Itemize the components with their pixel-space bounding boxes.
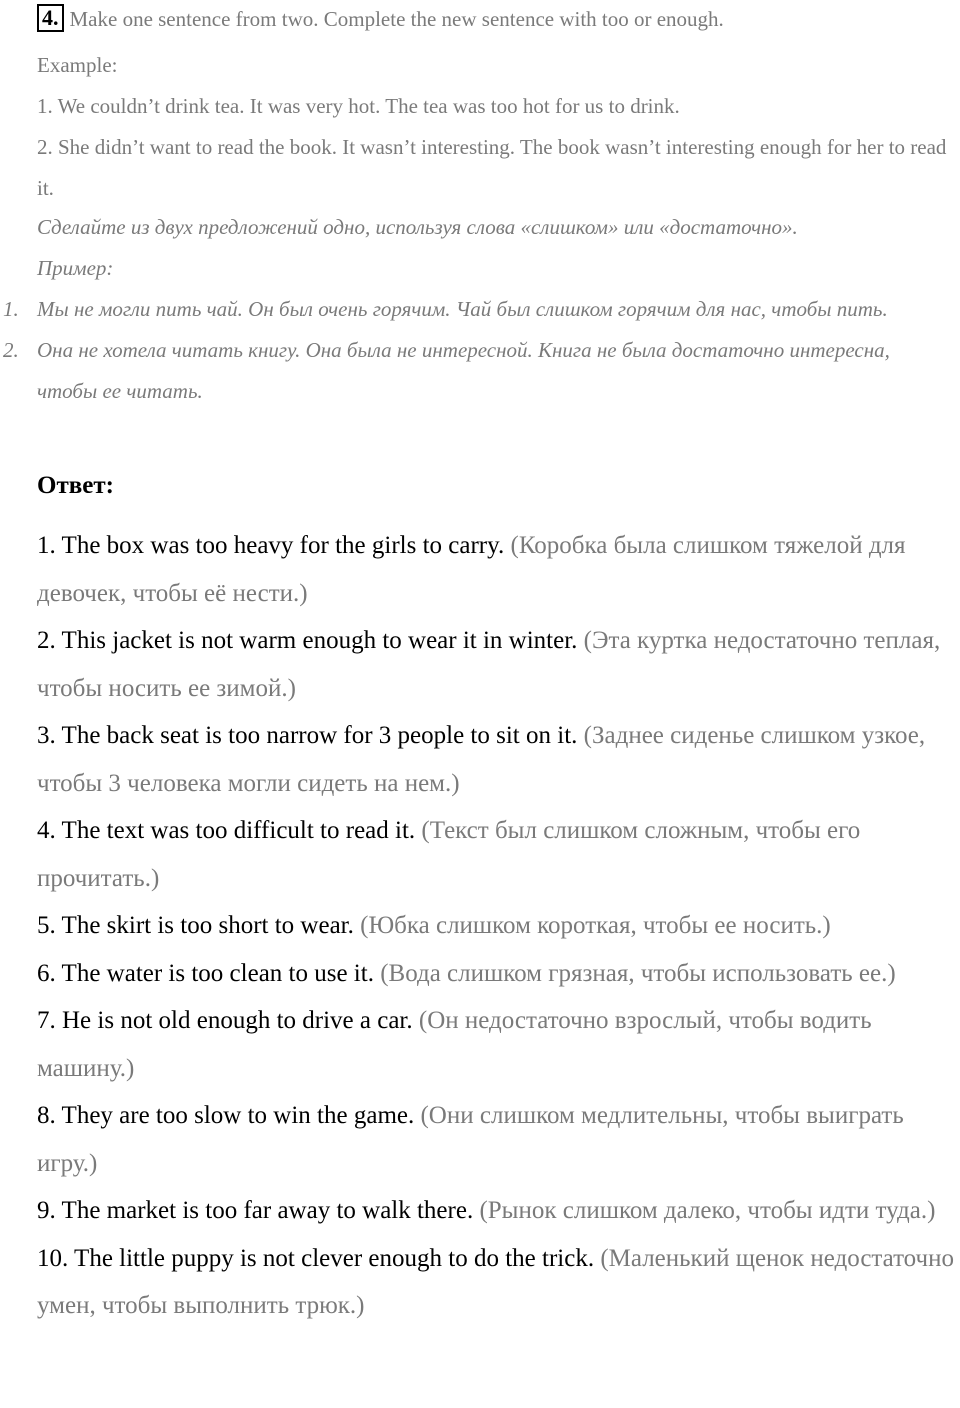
answer-item	[37, 1092, 960, 1187]
answer-english: 9. The market is too far away to walk there.	[37, 1197, 474, 1224]
answer-item	[37, 1187, 960, 1235]
task-examples	[37, 45, 957, 209]
answer-translation: (Он недостаточно взрослый, чтобы водить машину.)	[37, 1007, 872, 1082]
task-instruction: Make one sentence from two. Complete the new sentence with too or enough.	[69, 7, 724, 31]
answer-translation: (Коробка была слишком тяжелой для девочек, чтобы её нести.)	[37, 532, 906, 607]
answer-translation: (Заднее сиденье слишком узкое, чтобы 3 человека могли сидеть на нем.)	[37, 722, 926, 797]
ru-example-item	[3, 289, 952, 330]
answer-item	[37, 950, 960, 998]
answer-english: 8. They are too slow to win the game.	[37, 1102, 415, 1129]
ru-example-number: 2.	[3, 338, 19, 362]
ru-example-label: Пример:	[37, 256, 114, 280]
ru-instruction: Сделайте из двух предложений одно, используя слова «слишком» или «достаточно».	[37, 215, 798, 239]
answer-item	[37, 807, 960, 902]
answer-translation: (Вода слишком грязная, чтобы использовать ее.)	[380, 959, 896, 987]
ru-example-number: 1.	[3, 297, 19, 321]
example-item: 1. We couldn’t drink tea. It was very hot. The tea was too hot for us to drink.	[37, 94, 680, 118]
answer-english: 4. The text was too difficult to read it.	[37, 817, 416, 844]
answer-english: 6. The water is too clean to use it.	[37, 959, 374, 987]
ru-example-text: Мы не могли пить чай. Он был очень горячим. Чай был слишком горячим для нас, чтобы пить.	[37, 297, 888, 321]
answer-item	[37, 997, 960, 1092]
answer-english: 3. The back seat is too narrow for 3 people to sit on it.	[37, 722, 578, 749]
answer-item	[37, 522, 960, 617]
task-header	[37, 4, 724, 34]
answer-translation: (Юбка слишком короткая, чтобы ее носить.)	[360, 912, 831, 939]
answer-translation: (Текст был слишком сложным, чтобы его прочитать.)	[37, 817, 861, 892]
answer-translation: (Они слишком медлительны, чтобы выиграть игру.)	[37, 1102, 904, 1177]
answer-english: 1. The box was too heavy for the girls to carry.	[37, 532, 505, 559]
answer-translation: (Маленький щенок недостаточно умен, чтобы выполнить трюк.)	[37, 1244, 954, 1319]
example-label: Example:	[37, 53, 118, 77]
answer-english: 7. He is not old enough to drive a car.	[37, 1007, 413, 1034]
answer-english: 2. This jacket is not warm enough to wear it in winter.	[37, 627, 578, 654]
answer-translation: (Рынок слишком далеко, чтобы идти туда.)	[479, 1197, 936, 1224]
answer-item	[37, 1235, 960, 1330]
answer-english: 5. The skirt is too short to wear.	[37, 912, 354, 939]
answer-list	[37, 522, 960, 1330]
ru-example-item	[3, 330, 952, 412]
answer-item	[37, 902, 960, 950]
answer-english: 10. The little puppy is not clever enough to do the trick.	[37, 1244, 595, 1272]
answer-item	[37, 712, 960, 807]
answer-title: Ответ:	[37, 472, 114, 499]
example-item: 2. She didn’t want to read the book. It wasn’t interesting. The book wasn’t interesting enough for her to read it.	[37, 135, 947, 200]
answer-translation: (Эта куртка недостаточно теплая, чтобы носить ее зимой.)	[37, 627, 941, 702]
task-russian	[3, 207, 952, 412]
ru-example-text: Она не хотела читать книгу. Она была не интересной. Книга не была достаточно интересна, чтобы ее читать.	[37, 338, 890, 403]
task-number: 4.	[37, 4, 64, 32]
answer-item	[37, 617, 960, 712]
